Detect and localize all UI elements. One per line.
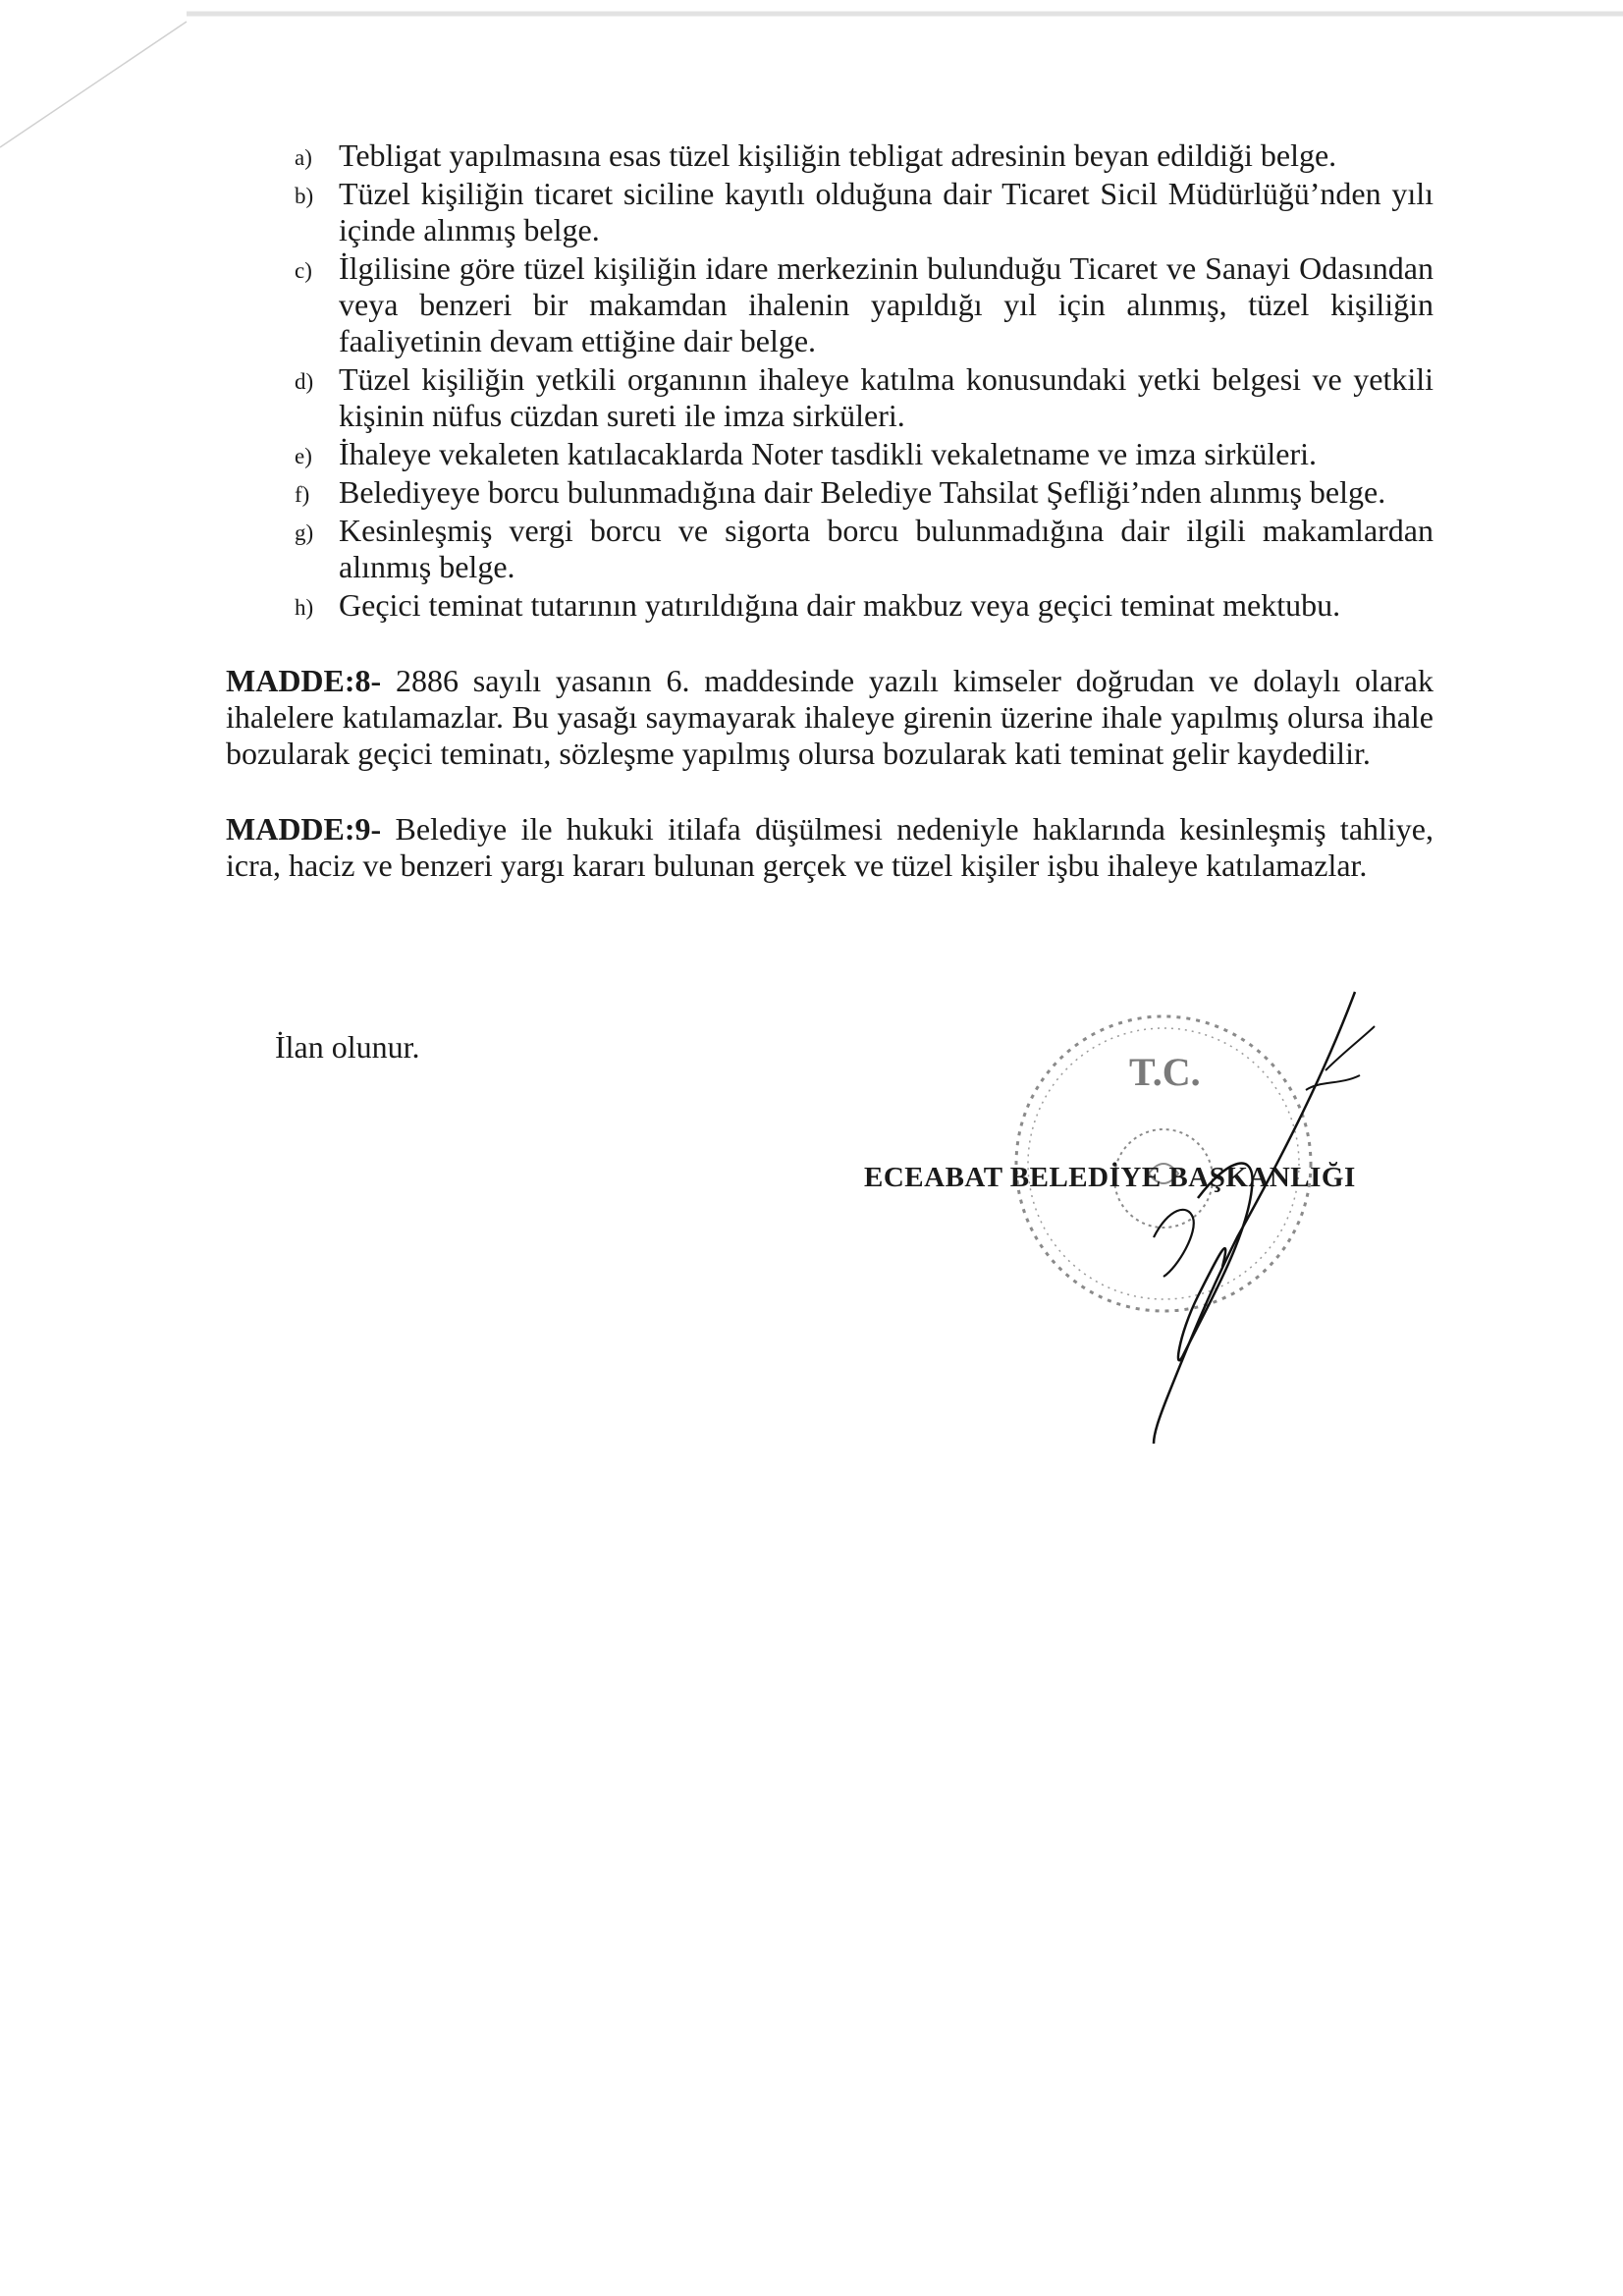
article-text: 2886 sayılı yasanın 6. maddesinde yazılı kimseler doğrudan ve dolaylı olarak ihalelere katılamazlar. Bu yasağı saymayarak ihaleye girenin üzerine ihale yapılmış olursa ihale bozularak geçici teminatı, sözleşme yapılmış olursa bozularak kati teminat gelir kaydedilir.: [226, 663, 1434, 771]
article-heading: MADDE:9-: [226, 811, 382, 847]
list-item: [226, 587, 1434, 624]
list-marker: b): [295, 184, 314, 208]
article-text: Belediye ile hukuki itilafa düşülmesi nedeniyle haklarında kesinleşmiş tahliye, icra, haciz ve benzeri yargı kararı bulunan gerçek ve tüzel kişiler işbu ihaleye katılamazlar.: [226, 811, 1434, 883]
list-item-text: Belediyeye borcu bulunmadığına dair Belediye Tahsilat Şefliği’nden alınmış belge.: [339, 474, 1386, 510]
list-item-text: Tebligat yapılmasına esas tüzel kişiliğin tebligat adresinin beyan edildiği belge.: [339, 137, 1337, 173]
list-item: [226, 513, 1434, 585]
handwritten-signature: [1060, 982, 1394, 1453]
signature-block: ECEABAT BELEDİYE BAŞKANLIĞI: [864, 1162, 1356, 1193]
list-item-text: İhaleye vekaleten katılacaklarda Noter tasdikli vekaletname ve imza sirküleri.: [339, 436, 1317, 471]
document-body: [226, 137, 1434, 915]
list-item: [226, 436, 1434, 472]
list-item-text: Tüzel kişiliğin ticaret siciline kayıtlı olduğuna dair Ticaret Sicil Müdürlüğü’nden yılı içinde alınmış belge.: [339, 176, 1434, 247]
article-heading: MADDE:8-: [226, 663, 382, 698]
list-item: [226, 137, 1434, 174]
list-marker: c): [295, 258, 312, 283]
svg-text:T.C.: T.C.: [1129, 1050, 1201, 1094]
article-9: [226, 811, 1434, 884]
list-item-text: Tüzel kişiliğin yetkili organının ihaleye katılma konusundaki yetki belgesi ve yetkili kişinin nüfus cüzdan sureti ile imza sirküleri.: [339, 361, 1434, 433]
closing-announcement: İlan olunur.: [275, 1029, 420, 1065]
list-marker: g): [295, 520, 314, 545]
list-item-text: Geçici teminat tutarının yatırıldığına dair makbuz veya geçici teminat mektubu.: [339, 587, 1341, 623]
article-8: [226, 663, 1434, 772]
list-item-text: İlgilisine göre tüzel kişiliğin idare merkezinin bulunduğu Ticaret ve Sanayi Odasından veya benzeri bir makamdan ihalenin yapıldığı yıl için alınmış, tüzel kişiliğin faaliyetinin devam ettiğine dair belge.: [339, 250, 1434, 358]
list-item: [226, 474, 1434, 511]
list-marker: e): [295, 444, 312, 468]
requirements-list: [226, 137, 1434, 624]
list-marker: d): [295, 369, 314, 394]
list-item: [226, 361, 1434, 434]
list-marker: a): [295, 145, 312, 170]
list-item: [226, 176, 1434, 248]
list-marker: h): [295, 595, 314, 620]
list-item-text: Kesinleşmiş vergi borcu ve sigorta borcu bulunmadığına dair ilgili makamlardan alınmış belge.: [339, 513, 1434, 584]
list-item: [226, 250, 1434, 359]
list-marker: f): [295, 482, 310, 507]
